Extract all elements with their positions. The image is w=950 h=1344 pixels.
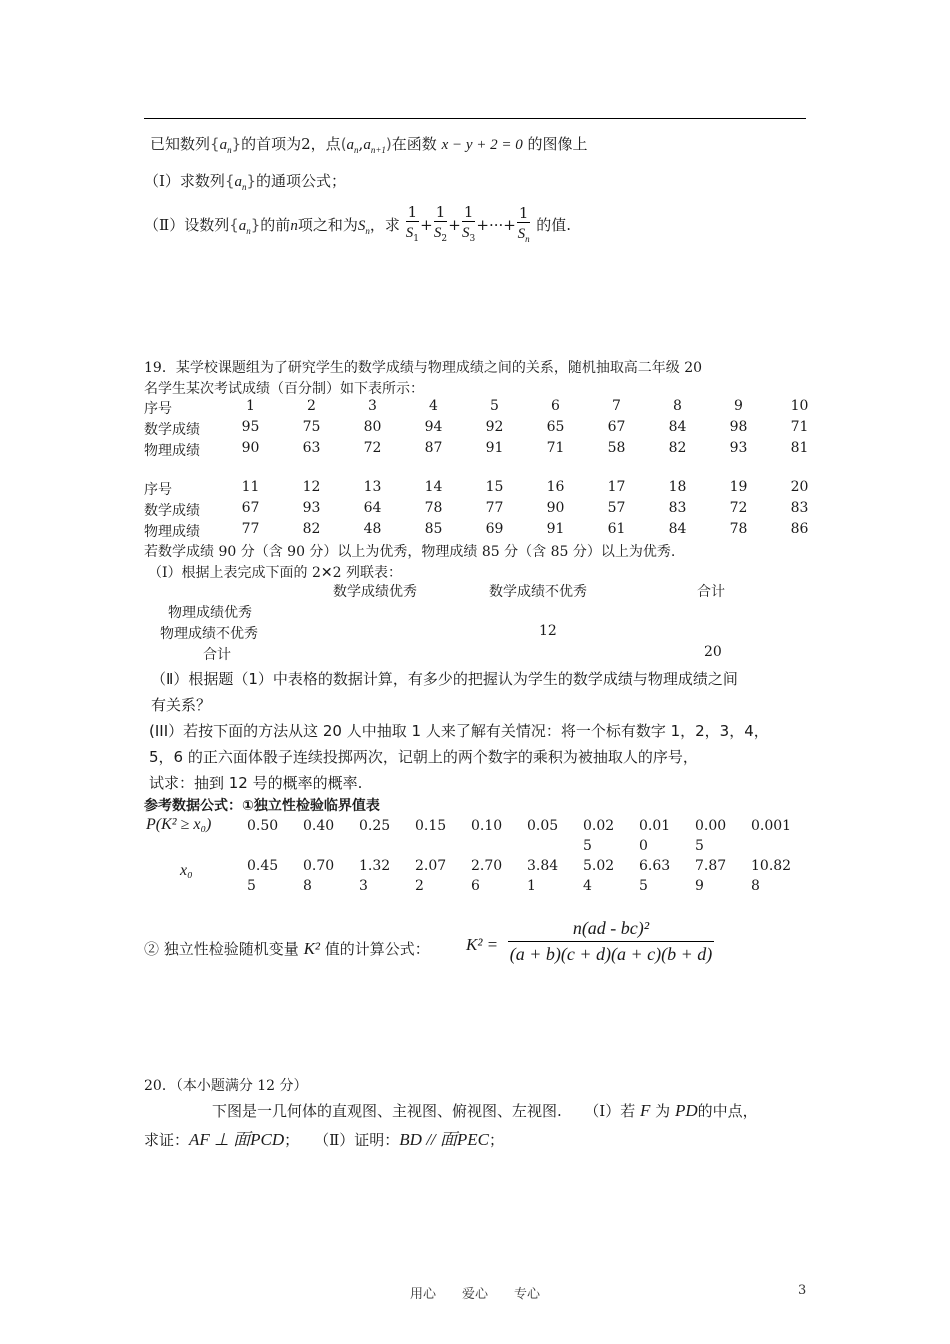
critical-value <box>415 856 471 896</box>
problem19-part2-line1: （Ⅱ）根据题（1）中表格的数据计算，有多少的把握认为学生的数学成绩与物理成绩之间 <box>151 670 738 688</box>
formula-intro: ② 独立性检验随机变量 K² 值的计算公式： <box>144 939 430 958</box>
table-cell: 13 <box>363 479 382 495</box>
critical-value-line2: 3 <box>359 878 368 894</box>
table-cell: 84 <box>668 521 687 537</box>
critical-value-line2: 6 <box>471 878 480 894</box>
critical-value <box>527 856 583 896</box>
critical-value-line1: 0.50 <box>247 818 279 834</box>
table-cell: 69 <box>485 521 504 537</box>
table-cell: 14 <box>424 479 443 495</box>
table-cell: 90 <box>546 500 565 516</box>
critical-value <box>751 816 807 856</box>
critical-value-line2: 5 <box>583 838 592 854</box>
table-cell: 20 <box>790 479 809 495</box>
ct-col-header-3: 合计 <box>697 584 725 600</box>
scores-table-1 <box>144 398 830 461</box>
critical-value <box>639 856 695 896</box>
critical-value <box>471 816 527 856</box>
critical-value <box>695 816 751 856</box>
table-cell: 19 <box>729 479 748 495</box>
table-cell: 78 <box>424 500 443 516</box>
scores-table-2 <box>144 479 830 542</box>
critical-value-line2: 5 <box>247 878 256 894</box>
critical-value-line2: 5 <box>695 838 704 854</box>
table-cell: 16 <box>546 479 565 495</box>
critical-x-row <box>247 856 807 896</box>
problem20-header: 20．（本小题满分 12 分） <box>144 1078 308 1094</box>
table-cell: 86 <box>790 521 809 537</box>
critical-value <box>359 816 415 856</box>
critical-value-line1: 0.10 <box>471 818 503 834</box>
table-cell: 91 <box>485 440 504 456</box>
table-cell: 65 <box>546 419 565 435</box>
critical-value-line1: 0.05 <box>527 818 559 834</box>
table-cell: 75 <box>302 419 321 435</box>
excellence-note: 若数学成绩 90 分（含 90 分）以上为优秀，物理成绩 85 分（含 85 分）以上为优秀. <box>144 544 676 560</box>
ct-cell-not-excellent: 12 <box>539 623 557 639</box>
critical-p-row <box>247 816 807 856</box>
critical-value <box>247 856 303 896</box>
table-cell: 91 <box>546 521 565 537</box>
table-cell: 72 <box>363 440 382 456</box>
table-cell: 90 <box>241 440 260 456</box>
x0-label: x₀ <box>180 862 193 879</box>
row-label: 序号 <box>144 482 172 498</box>
ct-row-header-2: 物理成绩不优秀 <box>160 626 258 642</box>
critical-value-line1: 5.02 <box>583 858 615 874</box>
critical-value <box>247 816 303 856</box>
critical-value-line1: 0.25 <box>359 818 391 834</box>
formula-numerator: n(ad - bc)² <box>508 918 714 942</box>
critical-value-line2: 2 <box>415 878 424 894</box>
critical-value-line1: 0.15 <box>415 818 447 834</box>
critical-value-line1: 2.07 <box>415 858 447 874</box>
table-cell: 77 <box>485 500 504 516</box>
frac-1-over-s1: $\frac{1}{S_1}$ <box>405 203 420 244</box>
table-cell: 84 <box>668 419 687 435</box>
critical-value <box>695 856 751 896</box>
table-cell: 48 <box>363 521 382 537</box>
problem18-intro: 已知数列$\{a_n\}$的首项为2，点$(a_n,a_{n+1})$在函数 x − y + 2 = 0 的图像上 <box>150 135 588 155</box>
frac-1-over-s2: $\frac{1}{S_2}$ <box>433 203 448 244</box>
critical-value-line2: 5 <box>639 878 648 894</box>
critical-value-line1: 0.40 <box>303 818 335 834</box>
table-cell: 1 <box>246 398 255 414</box>
ct-cell-total: 20 <box>704 644 722 660</box>
footer-slogan: 用心 爱心 专心 <box>409 1287 540 1302</box>
top-rule <box>144 118 806 119</box>
frac-1-over-sn: $\frac{1}{S_n}$ <box>517 203 530 244</box>
table-cell: 93 <box>302 500 321 516</box>
table-cell: 82 <box>302 521 321 537</box>
problem19-part3-line3: 试求：抽到 12 号的概率的概率. <box>149 774 363 792</box>
critical-value <box>471 856 527 896</box>
critical-value-line1: 2.70 <box>471 858 503 874</box>
critical-value-line1: 7.87 <box>695 858 727 874</box>
table-cell: 63 <box>302 440 321 456</box>
table-cell: 67 <box>607 419 626 435</box>
table-cell: 7 <box>612 398 621 414</box>
row-label: 物理成绩 <box>144 443 200 459</box>
table-cell: 72 <box>729 500 748 516</box>
reference-title: 参考数据公式：①独立性检验临界值表 <box>144 798 380 814</box>
ct-col-header-2: 数学成绩不优秀 <box>489 584 587 600</box>
table-cell: 93 <box>729 440 748 456</box>
table-cell: 92 <box>485 419 504 435</box>
critical-value-line1: 6.63 <box>639 858 671 874</box>
row-label: 序号 <box>144 401 172 417</box>
problem18-part2: （Ⅱ）设数列$\{a_n\}$的前n项之和为$S_n$，求 $\frac{1}{S_1}$ + $\frac{1}{S_2}$ + $\frac{1}{S_3}$ +···+ $\frac{1}{S_n}$ 的值. <box>144 203 571 252</box>
ct-row-header-3: 合计 <box>203 647 231 663</box>
table-cell: 11 <box>241 479 260 495</box>
table-cell: 5 <box>490 398 499 414</box>
table-cell: 98 <box>729 419 748 435</box>
critical-value-line2: 4 <box>583 878 592 894</box>
critical-value-line1: 0.001 <box>751 818 792 834</box>
row-label: 数学成绩 <box>144 422 200 438</box>
critical-value <box>303 856 359 896</box>
critical-value-line1: 3.84 <box>527 858 559 874</box>
page-number: 3 <box>798 1283 807 1298</box>
critical-value <box>751 856 807 896</box>
problem20-line2: 求证：AF ⊥ 面PCD； （Ⅱ）证明：BD // 面PEC； <box>144 1130 505 1149</box>
table-cell: 77 <box>241 521 260 537</box>
formula-lhs: K² = <box>466 935 499 954</box>
problem18-part1: （Ⅰ）求数列$\{a_n\}$的通项公式； <box>144 172 347 192</box>
table-cell: 2 <box>307 398 316 414</box>
table-cell: 61 <box>607 521 626 537</box>
critical-value-line1: 0.02 <box>583 818 615 834</box>
ct-col-header-1: 数学成绩优秀 <box>333 584 417 600</box>
critical-value-line1: 10.82 <box>751 858 792 874</box>
critical-value-line1: 0.45 <box>247 858 279 874</box>
table-cell: 71 <box>790 419 809 435</box>
frac-1-over-s3: $\frac{1}{S_3}$ <box>462 203 476 244</box>
table-cell: 12 <box>302 479 321 495</box>
table-cell: 71 <box>546 440 565 456</box>
table-cell: 85 <box>424 521 443 537</box>
critical-value-line1: 0.70 <box>303 858 335 874</box>
critical-value-line2: 0 <box>639 838 648 854</box>
problem19-part3-line1: (III）若按下面的方法从这 20 人中抽取 1 人来了解有关情况：将一个标有数字 1，2，3，4， <box>149 722 769 740</box>
critical-value <box>639 816 695 856</box>
ct-row-header-1: 物理成绩优秀 <box>168 605 252 621</box>
critical-value-line2: 8 <box>751 878 760 894</box>
critical-value-line1: 0.00 <box>695 818 727 834</box>
critical-value <box>359 856 415 896</box>
critical-value <box>583 856 639 896</box>
table-cell: 58 <box>607 440 626 456</box>
table-cell: 67 <box>241 500 260 516</box>
critical-value <box>303 816 359 856</box>
table-cell: 83 <box>790 500 809 516</box>
critical-value <box>415 816 471 856</box>
table-cell: 4 <box>429 398 438 414</box>
table-cell: 83 <box>668 500 687 516</box>
row-label: 物理成绩 <box>144 524 200 540</box>
table-cell: 82 <box>668 440 687 456</box>
critical-value-line2: 1 <box>527 878 536 894</box>
critical-value-line1: 1.32 <box>359 858 391 874</box>
table-cell: 81 <box>790 440 809 456</box>
problem19-part1: （Ⅰ）根据上表完成下面的 2✕2 列联表： <box>148 565 402 581</box>
critical-value <box>527 816 583 856</box>
problem19-part2-line2: 有关系？ <box>151 696 212 714</box>
table-cell: 94 <box>424 419 443 435</box>
table-cell: 87 <box>424 440 443 456</box>
problem19-part3-line2: 5，6 的正六面体骰子连续投掷两次，记朝上的两个数字的乘积为被抽取人的序号， <box>149 748 698 766</box>
table-cell: 80 <box>363 419 382 435</box>
problem20-line1: 下图是一几何体的直观图、主视图、俯视图、左视图. （Ⅰ）若 F 为 PD的中点， <box>212 1101 758 1120</box>
table-cell: 8 <box>673 398 682 414</box>
formula-denominator: (a + b)(c + d)(a + c)(b + d) <box>509 944 713 964</box>
row-label: 数学成绩 <box>144 503 200 519</box>
problem19-line2: 名学生某次考试成绩（百分制）如下表所示： <box>144 381 424 397</box>
table-cell: 9 <box>734 398 743 414</box>
prob-label: P(K² ≥ x₀) <box>146 816 212 833</box>
problem19-line1: 19．某学校课题组为了研究学生的数学成绩与物理成绩之间的关系，随机抽取高二年级 20 <box>144 360 703 376</box>
critical-value-line2: 8 <box>303 878 312 894</box>
table-cell: 6 <box>551 398 560 414</box>
table-cell: 78 <box>729 521 748 537</box>
table-cell: 95 <box>241 419 260 435</box>
table-cell: 3 <box>368 398 377 414</box>
critical-value <box>583 816 639 856</box>
table-cell: 17 <box>607 479 626 495</box>
table-cell: 57 <box>607 500 626 516</box>
critical-value-line1: 0.01 <box>639 818 671 834</box>
table-cell: 18 <box>668 479 687 495</box>
table-cell: 64 <box>363 500 382 516</box>
formula-fraction <box>508 918 714 965</box>
critical-value-line2: 9 <box>695 878 704 894</box>
table-cell: 15 <box>485 479 504 495</box>
table-cell: 10 <box>790 398 809 414</box>
